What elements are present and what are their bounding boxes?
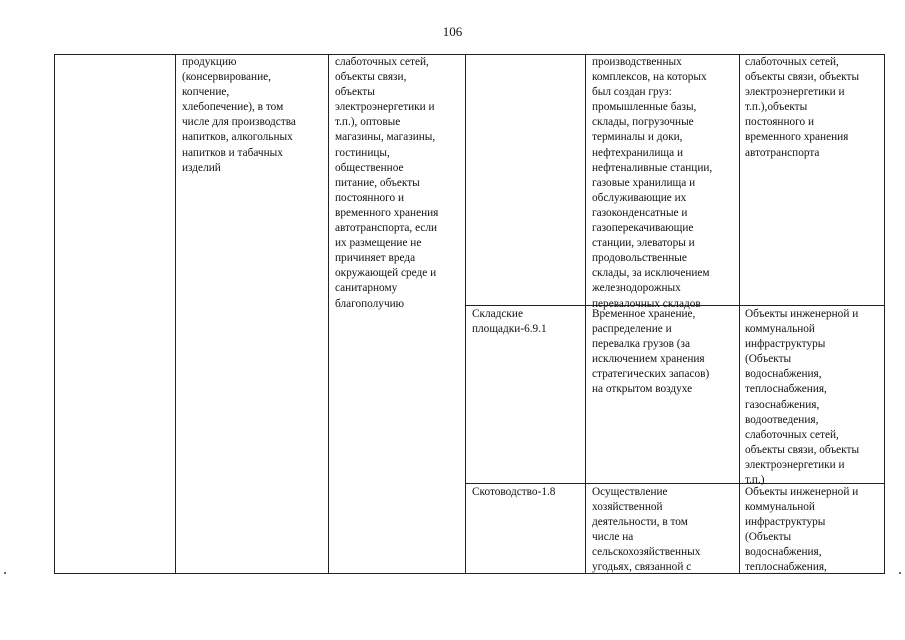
row-3-description: Осуществление хозяйственной деятельности, в том числе на сельскохозяйственных угодьях, связанной с	[592, 486, 701, 574]
cell-permitted-uses: слаботочных сетей, объекты связи, объекты электроэнергетики и т.п.), оптовые магазины, магазины, гостиницы, общественное питание, объекты постоянного и временного хранения автотранспорта, если их размещение не причиняет вреда окружающей среде и санитарному благополучию	[335, 56, 439, 310]
scan-speck-right	[899, 572, 901, 574]
row-3-name: Скотоводство-1.8	[472, 486, 556, 498]
row-1-allowed-uses: слаботочных сетей, объекты связи, объекты электроэнергетики и т.п.),объекты постоянного и временного хранения автотранспорта	[745, 56, 860, 159]
row-2-allowed-uses: Объекты инженерной и коммунальной инфраструктуры (Объекты водоснабжения, теплоснабжения, газоснабжения, водоотведения, слаботочных сетей, объекты связи, объекты электроэнергетики и т.п.)	[745, 308, 860, 487]
row-1-description: производственных комплексов, на которых был создан груз: промышленные базы, склады, погрузочные терминалы и доки, нефтехранилища и нефтеналивные станции, газовые хранилища и обслуживающие их газоконденсатные и газоперекачивающие станции, элеваторы и продовольственные склады, за исключением железнодорожных перевалочных складов	[592, 56, 713, 310]
cell-activity-text: продукцию (консервирование, копчение, хлебопечение), в том числе для производства напитков, алкогольных напитков и табачных изделий	[182, 56, 296, 174]
table-col-line-2	[175, 54, 176, 574]
row-2-description: Временное хранение, распределение и перевалка грузов (за исключением хранения стратегических запасов) на открытом воздухе	[592, 308, 710, 396]
row-2-name: Складские площадки-6.9.1	[472, 308, 547, 336]
row-3-allowed-uses: Объекты инженерной и коммунальной инфраструктуры (Объекты водоснабжения, теплоснабжения,	[745, 486, 859, 574]
table-col-line-5	[585, 54, 586, 574]
scan-speck-left	[4, 572, 6, 574]
table-col-line-4	[465, 54, 466, 574]
table-col-line-7	[884, 54, 885, 574]
table-col-line-3	[328, 54, 329, 574]
table-col-line-1	[54, 54, 55, 574]
page-number: 106	[442, 24, 463, 39]
table-col-line-6	[739, 54, 740, 574]
